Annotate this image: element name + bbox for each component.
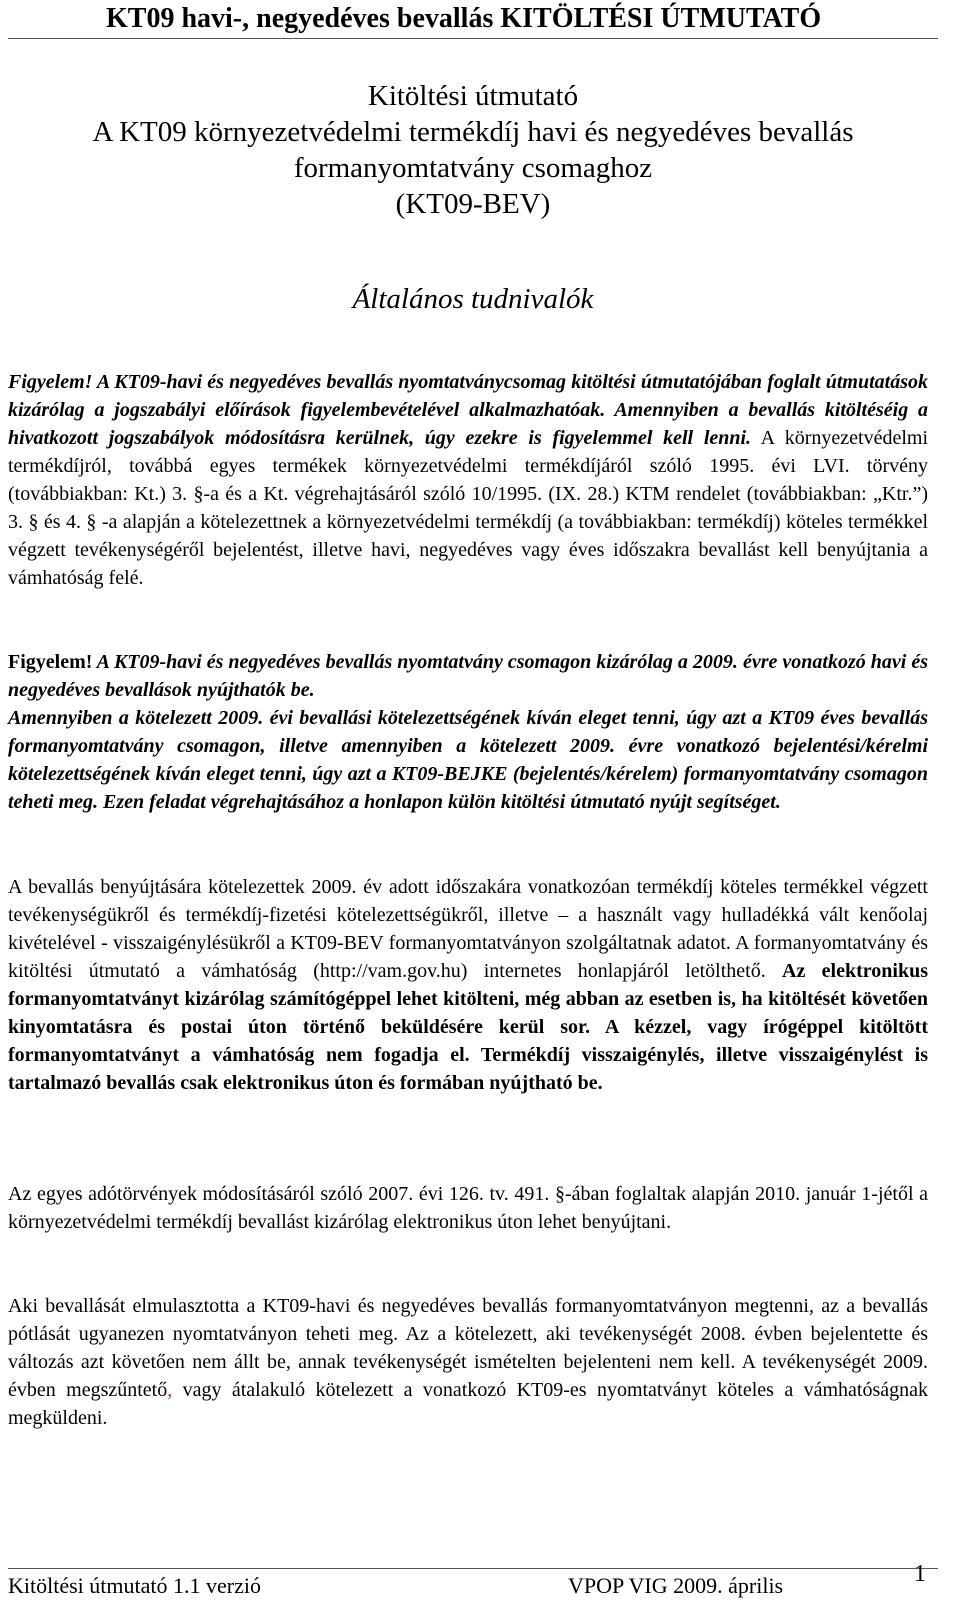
title-line-4: (KT09-BEV) — [395, 188, 551, 220]
page-footer — [8, 1561, 938, 1609]
footer-version: Kitöltési útmutató 1.1 verzió — [8, 1573, 261, 1598]
paragraph-2-attention: Figyelem! — [8, 651, 93, 673]
paragraph-3-electronic-notice: Az elektronikus formanyomtatványt kizárólag számítógéppel lehet kitölteni, még abban az esetben is, ha kitöltését követően kinyomtatásra és postai úton történő beküldésére kerül sor. A kézzel, vagy írógéppel kitöltött formanyomtatványt a vámhatóság nem fogadja el. Termékdíj visszaigénylés, illetve visszaigénylést is tartalmazó bevallás csak elektronikus úton és formában nyújtható be. — [8, 960, 928, 1094]
running-title: KT09 havi-, negyedéves bevallás KITÖLTÉSI ÚTMUTATÓ — [106, 3, 822, 34]
page-number: 1 — [914, 1561, 926, 1587]
paragraph-1-body: A környezetvédelmi termékdíjról, továbbá egyes termékek környezetvédelmi termékdíjáról szóló 1995. évi LVI. törvény (továbbiakban: Kt.) 3. §-a és a Kt. végrehajtásáról szóló 10/1995. (IX. 28.) KTM rendelet (továbbiakban: „Ktr.”) 3. § és 4. § -a alapján a kötelezettnek a környezetvédelmi termékdíj (a továbbiakban: termékdíj) köteles termékkel végzett tevékenységéről bejelentést, illetve havi, negyedéves vagy éves időszakra bevallást kell benyújtania a vámhatóság felé. — [8, 427, 928, 589]
paragraph-2-instructions: Amennyiben a kötelezett 2009. évi bevallási kötelezettségének kíván eleget tenni, úgy azt a KT09 éves bevallás formanyomtatvány csomagon, illetve amennyiben a kötelezett 2009. évre vonatkozó bejelentési/kérelmi kötelezettségének kíván eleget tenni, úgy azt a KT09-BEJKE (bejelentés/kérelem) formanyomtatvány csomagon teheti meg. Ezen feladat végrehajtásához a honlapon külön kitöltési útmutató nyújt segítséget. — [8, 707, 928, 813]
title-line-2: A KT09 környezetvédelmi termékdíj havi és negyedéves bevallás — [92, 116, 854, 148]
paragraph-2 — [8, 648, 928, 816]
section-subtitle: Általános tudnivalók — [352, 283, 594, 315]
paragraph-1-warning: Figyelem! A KT09-havi és negyedéves bevallás nyomtatványcsomag kitöltési útmutatójában foglalt útmutatások kizárólag a jogszabályi előírások figyelembevételével alkalmazhatóak. Amennyiben a bevallás kitöltéséig a hivatkozott jogszabályok módosításra kerülnek, úgy ezekre is figyelemmel kell lenni. — [8, 371, 928, 449]
document-title — [0, 78, 946, 222]
paragraph-2-notice: A KT09-havi és negyedéves bevallás nyomtatvány csomagon kizárólag a 2009. évre vonatkozó havi és negyedéves bevallások nyújthatók be. — [8, 651, 928, 701]
paragraph-3 — [8, 873, 928, 1097]
title-line-3: formanyomtatvány csomaghoz — [293, 152, 653, 184]
paragraph-5-body-end: vagy átalakuló kötelezett a vonatkozó KT09-es nyomtatványt köteles a vámhatóságnak megküldeni. — [8, 1379, 928, 1429]
paragraph-5-red-comma: , — [167, 1379, 173, 1401]
paragraph-5-body: Aki bevallását elmulasztotta a KT09-havi és negyedéves bevallás formanyomtatványon megtenni, az a bevallás pótlását ugyanezen nyomtatványon teheti meg. Az a kötelezett, aki tevékenységét 2008. évben bejelentette és változás azt követően nem állt be, annak tevékenységét ismételten bejelenteni nem kell. A tevékenységét 2009. évben megszűntető — [8, 1295, 928, 1401]
paragraph-5 — [8, 1292, 928, 1432]
paragraph-3-body: A bevallás benyújtására kötelezettek 2009. év adott időszakára vonatkozóan termékdíj köteles termékkel végzett tevékenységükről és termékdíj-fizetési kötelezettségükről, illetve – a használt vagy hulladékká vált kenőolaj kivételével - visszaigénylésükről a KT09-BEV formanyomtatványon szolgáltatnak adatot. A formanyomtatvány és kitöltési útmutató a vámhatóság (http://vam.gov.hu) internetes honlapjáról letölthető. — [8, 876, 928, 982]
paragraph-1 — [8, 368, 928, 592]
paragraph-4: Az egyes adótörvények módosításáról szóló 2007. évi 126. tv. 491. §-ában foglaltak alapján 2010. január 1-jétől a környezetvédelmi termékdíj bevallást kizárólag elektronikus úton lehet benyújtani. — [8, 1183, 928, 1233]
title-line-1: Kitöltési útmutató — [367, 80, 579, 112]
footer-issuer-date: VPOP VIG 2009. április — [568, 1573, 784, 1598]
running-header — [8, 0, 938, 39]
